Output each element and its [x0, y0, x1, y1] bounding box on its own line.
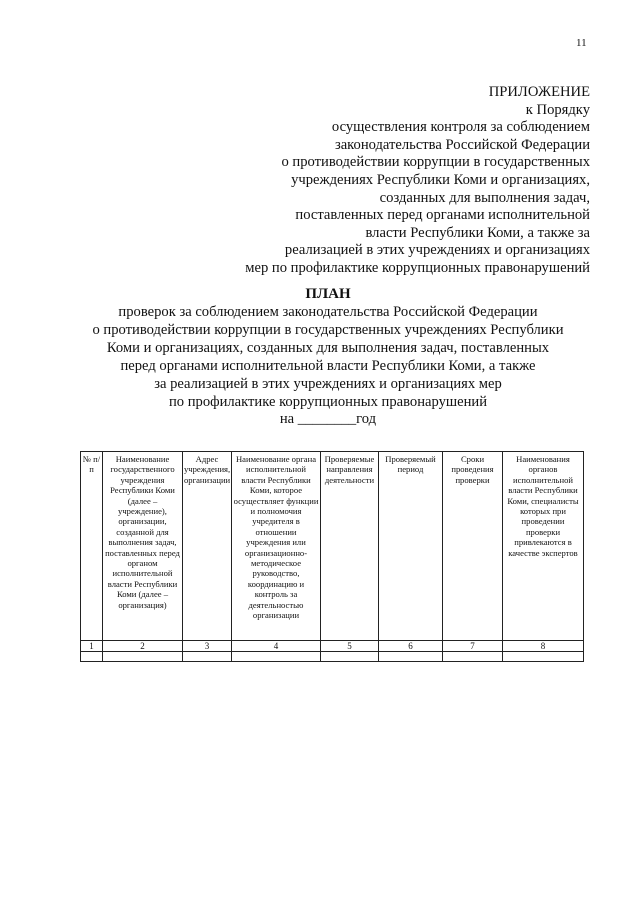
plan-line: за реализацией в этих учреждениях и организациях мер [154, 375, 502, 392]
appendix-line: созданных для выполнения задач, [379, 189, 590, 206]
column-number-cell: 7 [443, 641, 503, 652]
header-cell-address: Адрес учреждения, организации [183, 452, 232, 641]
table-cell [321, 652, 379, 662]
table-cell [443, 652, 503, 662]
appendix-line: к Порядку [525, 101, 590, 118]
plan-year-line: на ________год [279, 411, 377, 428]
plan-block [60, 285, 596, 429]
table-cell [103, 652, 183, 662]
header-cell-institution-name: Наименование государственного учреждения Республики Коми (далее – учреждение), организации, созданной для выполнения задач, поставленных перед органом исполнительной власти Республики Коми (далее – организация) [103, 452, 183, 641]
appendix-line: законодательства Российской Федерации [334, 136, 590, 153]
header-cell-executive-body: Наименование органа исполнительной власти Республики Коми, которое осуществляет функции и полномочия учредителя в отношении учреждения или организационно-методическое руководство, координацию и контроль за деятельностью организации [232, 452, 321, 641]
table-cell [183, 652, 232, 662]
column-number-cell: 8 [503, 641, 584, 652]
appendix-line: поставленных перед органами исполнительной [295, 207, 590, 224]
table-number-row [81, 641, 584, 652]
appendix-block [190, 84, 590, 278]
appendix-line: мер по профилактике коррупционных правонарушений [245, 259, 590, 276]
appendix-line: учреждениях Республики Коми и организациях, [291, 171, 590, 188]
header-cell-audited-period: Проверяемый период [379, 452, 443, 641]
table-header-row [81, 452, 584, 641]
column-number-cell: 5 [321, 641, 379, 652]
table-cell [232, 652, 321, 662]
table-row [81, 652, 584, 662]
column-number-cell: 3 [183, 641, 232, 652]
page-number: 11 [576, 37, 587, 49]
header-cell-experts: Наименования органов исполнительной власти Республики Коми, специалисты которых при проведении проверки привлекаются в качестве экспертов [503, 452, 584, 641]
plan-subtitle [60, 304, 596, 429]
column-number-cell: 1 [81, 641, 103, 652]
appendix-line: осуществления контроля за соблюдением [331, 119, 590, 136]
table-cell [503, 652, 584, 662]
plan-table [80, 451, 584, 662]
appendix-line: о противодействии коррупции в государственных [281, 154, 590, 171]
header-cell-audited-areas: Проверяемые направления деятельности [321, 452, 379, 641]
column-number-cell: 4 [232, 641, 321, 652]
plan-line: перед органами исполнительной власти Республики Коми, а также [120, 357, 536, 374]
column-number-cell: 6 [379, 641, 443, 652]
table-cell [81, 652, 103, 662]
plan-line: по профилактике коррупционных правонарушений [168, 393, 488, 410]
plan-line: Коми и организациях, созданных для выполнения задач, поставленных [106, 339, 550, 356]
table-cell [379, 652, 443, 662]
appendix-line: власти Республики Коми, а также за [365, 224, 590, 241]
appendix-heading: ПРИЛОЖЕНИЕ [488, 84, 590, 100]
column-number-cell: 2 [103, 641, 183, 652]
appendix-line: реализацией в этих учреждениях и организациях [284, 242, 590, 259]
plan-title: ПЛАН [305, 286, 351, 302]
plan-line: о противодействии коррупции в государственных учреждениях Республики [92, 321, 564, 338]
header-cell-number: № п/п [81, 452, 103, 641]
plan-line: проверок за соблюдением законодательства Российской Федерации [118, 304, 538, 320]
header-cell-audit-dates: Сроки проведения проверки [443, 452, 503, 641]
